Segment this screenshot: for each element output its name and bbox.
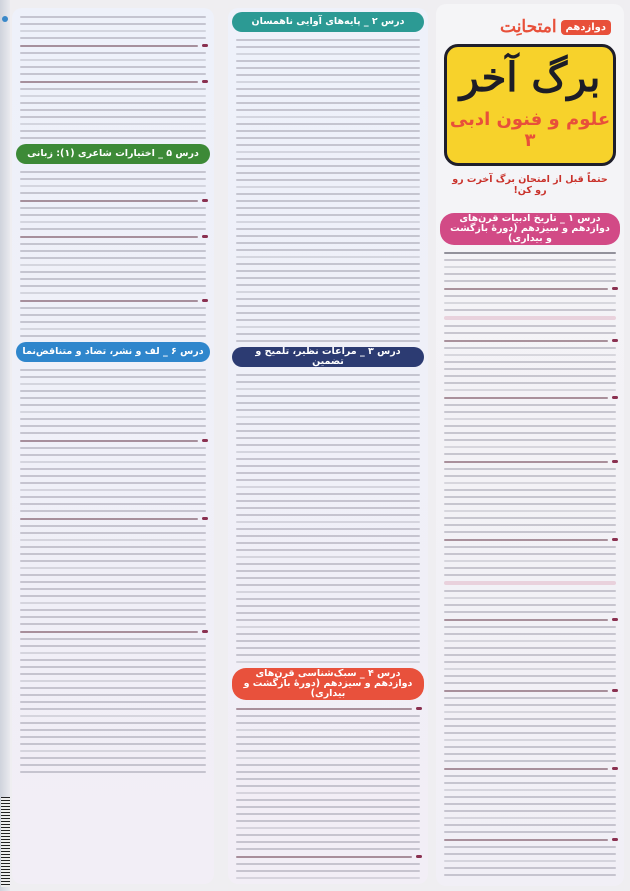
list-item bbox=[444, 287, 618, 290]
section-3-header: درس ۳ _ مراعات نظیر، تلمیح و تضمین bbox=[232, 347, 424, 367]
list-item bbox=[20, 80, 208, 83]
list-item bbox=[20, 630, 208, 633]
page-edge bbox=[0, 0, 10, 891]
barcode bbox=[1, 797, 10, 887]
right-column bbox=[436, 4, 624, 886]
grade-badge: دوازدهم bbox=[561, 20, 611, 35]
list-item bbox=[20, 199, 208, 202]
list-item bbox=[444, 618, 618, 621]
list-item bbox=[236, 855, 422, 858]
list-item bbox=[20, 299, 208, 302]
list-item bbox=[20, 439, 208, 442]
list-item bbox=[444, 767, 618, 770]
title-card bbox=[444, 44, 616, 166]
section-4-header: درس ۴ _ سبک‌شناسی قرن‌های دوازدهم و سیزدهم (دورهٔ بازگشت و بیداری) bbox=[232, 668, 424, 700]
list-item bbox=[444, 339, 618, 342]
list-item bbox=[444, 689, 618, 692]
section-6-header: درس ۶ _ لف و نشر، تضاد و متناقض‌نما bbox=[16, 342, 210, 362]
left-column bbox=[12, 8, 214, 884]
title-block bbox=[436, 4, 624, 207]
list-item bbox=[444, 838, 618, 841]
list-item bbox=[444, 538, 618, 541]
section-2-header: درس ۲ _ پایه‌های آوایی ناهمسان bbox=[232, 12, 424, 32]
list-item bbox=[20, 517, 208, 520]
tagline: حتماً قبل از امتحان برگ آخرت رو رو کن! bbox=[452, 174, 608, 196]
section-1-header: درس ۱ _ تاریخ ادبیات قرن‌های دوازدهم و سیزدهم (دورهٔ بازگشت و بیداری) bbox=[440, 213, 620, 245]
section-5-header: درس ۵ _ اختیارات شاعری (۱): زبانی bbox=[16, 144, 210, 164]
list-item bbox=[444, 396, 618, 399]
list-item bbox=[236, 707, 422, 710]
middle-column bbox=[228, 8, 428, 884]
list-item bbox=[20, 44, 208, 47]
list-item bbox=[444, 460, 618, 463]
exam-brand bbox=[500, 12, 608, 42]
main-title: برگ آخر bbox=[459, 54, 601, 101]
subject-title: علوم و فنون ادبی ۳ bbox=[449, 109, 611, 151]
list-item bbox=[20, 235, 208, 238]
exam-logo-text: امتحانِت bbox=[500, 17, 557, 37]
corner-mark bbox=[2, 16, 8, 22]
